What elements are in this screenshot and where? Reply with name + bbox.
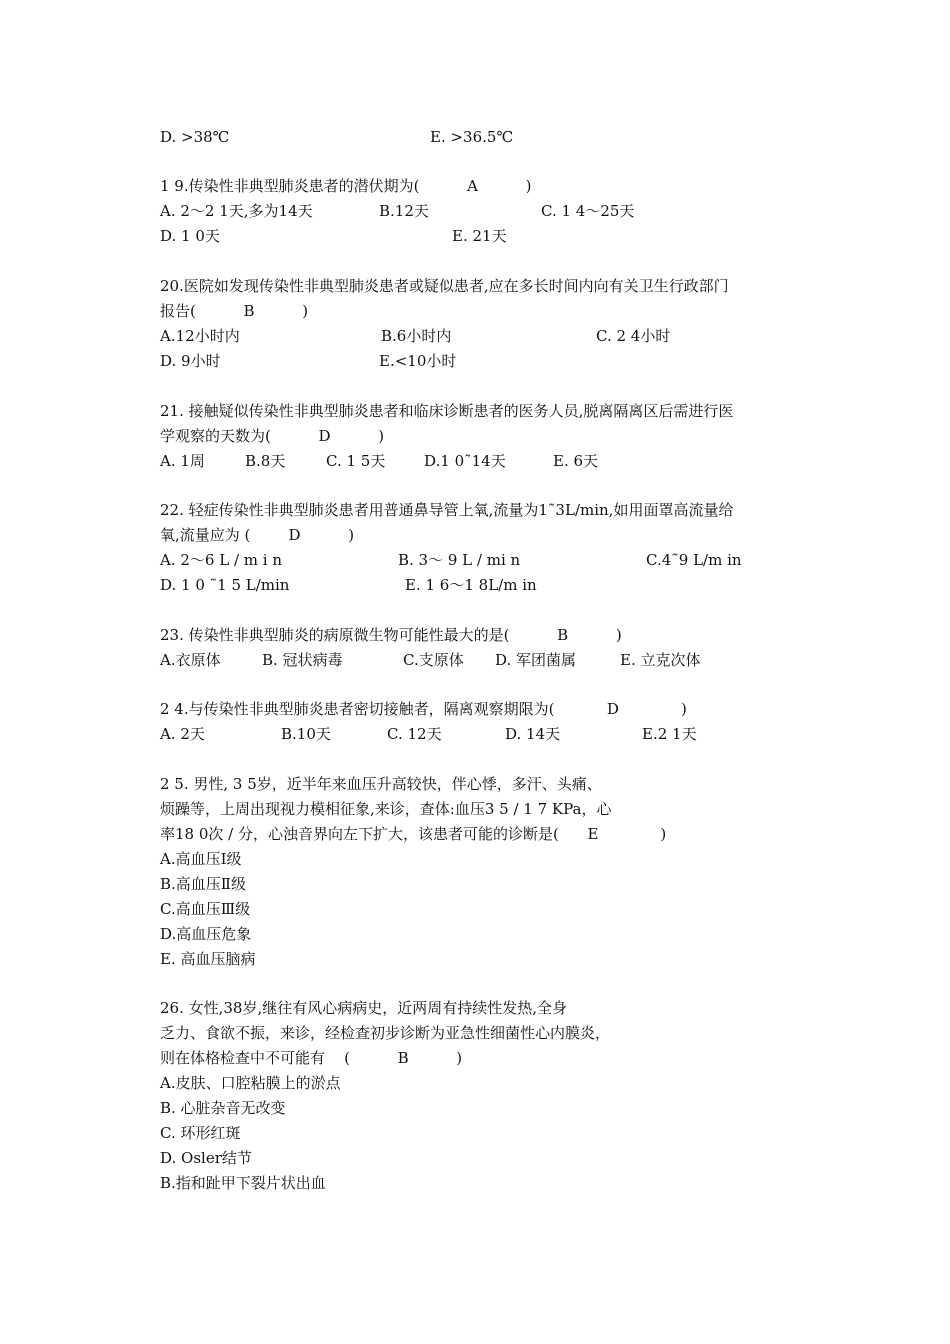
question-20-option-c: C. 2 4小时 [596,327,671,345]
question-23-option-a: A.衣原体 [160,651,221,669]
question-22-option-e: E. 1 6～1 8L/m in [405,576,537,594]
question-26-stem-line-2: 乏力、食欲不振，来诊，经检查初步诊断为亚急性细菌性心内膜炎， [160,1024,611,1042]
question-23-option-e: E. 立克次体 [620,651,701,669]
question-19-stem: 1 9.传染性非典型肺炎患者的潜伏期为( A ) [160,177,532,195]
question-20-option-b: B.6小时内 [381,327,452,345]
question-24-option-a: A. 2天 [160,725,205,743]
question-20-option-a: A.12小时内 [160,327,240,345]
question-26-option-e: B.指和趾甲下裂片状出血 [160,1174,326,1192]
question-22-option-c: C.4˜9 L/m in [646,551,742,569]
question-20-stem-line-1: 20.医院如发现传染性非典型肺炎患者或疑似患者,应在多长时间内向有关卫生行政部门 [160,277,729,295]
question-19-option-b: B.12天 [379,202,429,220]
question-25-stem-line-3: 率18 0次 / 分，心浊音界向左下扩大，该患者可能的诊断是( E ) [160,825,667,843]
question-23-option-b: B. 冠状病毒 [262,651,343,669]
question-24-stem: 2 4.与传染性非典型肺炎患者密切接触者，隔离观察期限为( D ) [160,700,687,718]
question-19-option-e: E. 21天 [452,227,507,245]
question-22-option-a: A. 2～6 L / m i n [160,551,282,569]
question-21-stem-line-1: 21. 接触疑似传染性非典型肺炎患者和临床诊断患者的医务人员,脱离隔离区后需进行医 [160,402,734,420]
question-21-option-c: C. 1 5天 [326,452,386,470]
question-21-option-d: D.1 0˜14天 [424,452,506,470]
question-25-option-d: D.高血压危象 [160,925,252,943]
question-25-stem-line-1: 2 5. 男性, 3 5岁，近半年来血压升高较快，伴心悸，多汗、头痛、 [160,775,602,793]
question-22-option-d: D. 1 0 ˜1 5 L/min [160,576,290,594]
question-20-stem-line-2: 报告( B ) [160,302,309,320]
question-19-option-c: C. 1 4～25天 [541,202,635,220]
question-21-stem-line-2: 学观察的天数为( D ) [160,427,385,445]
question-26-option-d: D. Osler结节 [160,1149,252,1167]
question-20-option-d: D. 9小时 [160,352,221,370]
question-25-option-c: C.高血压Ⅲ级 [160,900,251,918]
question-23-stem: 23. 传染性非典型肺炎的病原微生物可能性最大的是( B ) [160,626,622,644]
question-22-stem-line-1: 22. 轻症传染性非典型肺炎患者用普通鼻导管上氧,流量为1˜3L/min,如用面罩高流量给 [160,501,734,519]
question-25-stem-line-2: 烦躁等，上周出现视力模相征象,来诊，查体:血压3 5 / 1 7 KPa，心 [160,800,612,818]
question-24-option-b: B.10天 [281,725,331,743]
question-26-option-c: C. 环形红斑 [160,1124,241,1142]
question-25-option-a: A.高血压Ⅰ级 [160,850,242,868]
question-19-option-a: A. 2～2 1天,多为14天 [160,202,313,220]
question-23-option-d: D. 军团菌属 [495,651,577,669]
option-e: E. >36.5℃ [430,128,514,146]
question-26-stem-line-1: 26. 女性,38岁,继往有风心病病史，近两周有持续性发热,全身 [160,999,568,1017]
question-26-option-b: B. 心脏杂音无改变 [160,1099,286,1117]
option-d: D. >38℃ [160,128,230,146]
question-19-option-d: D. 1 0天 [160,227,220,245]
question-21-option-a: A. 1周 [160,452,205,470]
question-24-option-c: C. 12天 [387,725,442,743]
question-21-option-e: E. 6天 [553,452,599,470]
question-25-option-b: B.高血压Ⅱ级 [160,875,246,893]
question-23-option-c: C.支原体 [403,651,464,669]
question-26-stem-line-3: 则在体格检查中不可能有 ( B ) [160,1049,463,1067]
question-22-option-b: B. 3～ 9 L / mi n [398,551,521,569]
question-22-stem-line-2: 氧,流量应为 ( D ) [160,526,355,544]
question-21-option-b: B.8天 [245,452,286,470]
question-24-option-e: E.2 1天 [642,725,697,743]
question-24-option-d: D. 14天 [505,725,561,743]
question-26-option-a: A.皮肤、口腔粘膜上的淤点 [160,1074,341,1092]
question-25-option-e: E. 高血压脑病 [160,950,256,968]
question-20-option-e: E.<10小时 [379,352,457,370]
